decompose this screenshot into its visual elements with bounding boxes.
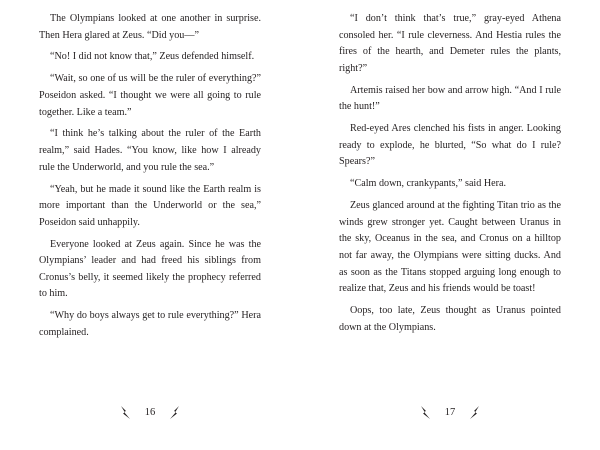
paragraph: “Calm down, crankypants,” said Hera. [350, 178, 507, 190]
page-number: 17 [444, 406, 456, 418]
paragraph: “Why do boys always get to rule everything?” Hera complained. [39, 310, 261, 338]
lightning-bolt-icon [469, 406, 480, 419]
right-page-text [339, 11, 561, 341]
left-page-text [39, 11, 261, 347]
right-page [300, 0, 600, 450]
paragraph: Zeus glanced around at the fighting Titan trio as the winds grew stronger yet. Caught between Uranus in the sky, Oceanus in the sea, and Cronus on a hilltop not far away, the Olympians were sitting ducks. And as soon as the Titans stopped arguing long enough to realize that, Zeus and his friends would be toast! [339, 200, 561, 295]
paragraph: Artemis raised her bow and arrow high. “And I rule the hunt!” [339, 84, 561, 113]
paragraph: Everyone looked at Zeus again. Since he was the Olympians’ leader and had freed his siblings from Cronus’s belly, it seemed likely the prophecy referred to him. [39, 238, 261, 300]
left-folio [0, 402, 300, 422]
paragraph: “Wait, so one of us will be the ruler of everything?” Poseidon asked. “I thought we were all going to rule together. Like a team.” [39, 73, 261, 118]
paragraph: “Yeah, but he made it sound like the Earth realm is more important than the Underworld or the sea,” Poseidon said unhappily. [39, 183, 261, 228]
paragraph: “I don’t think that’s true,” gray-eyed Athena consoled her. “I rule cleverness. And Hestia rules the fires of the hearth, and Demeter rules the plants, right?” [339, 13, 561, 74]
page-number: 16 [144, 406, 156, 418]
lightning-bolt-icon [120, 406, 131, 419]
paragraph: Oops, too late, Zeus thought as Uranus pointed down at the Olympians. [339, 304, 561, 333]
paragraph: The Olympians looked at one another in surprise. Then Hera glared at Zeus. “Did you—” [39, 13, 261, 41]
lightning-bolt-icon [420, 406, 431, 419]
paragraph: Red-eyed Ares clenched his fists in anger. Looking ready to explode, he blurted, “So what do I rule? Spears?” [339, 123, 561, 168]
right-folio [300, 402, 600, 422]
paragraph: “I think he’s talking about the ruler of the Earth realm,” said Hades. “You know, like how I already rule the Underworld, and you rule the sea.” [39, 128, 261, 173]
paragraph: “No! I did not know that,” Zeus defended himself. [50, 51, 255, 63]
lightning-bolt-icon [169, 406, 180, 419]
